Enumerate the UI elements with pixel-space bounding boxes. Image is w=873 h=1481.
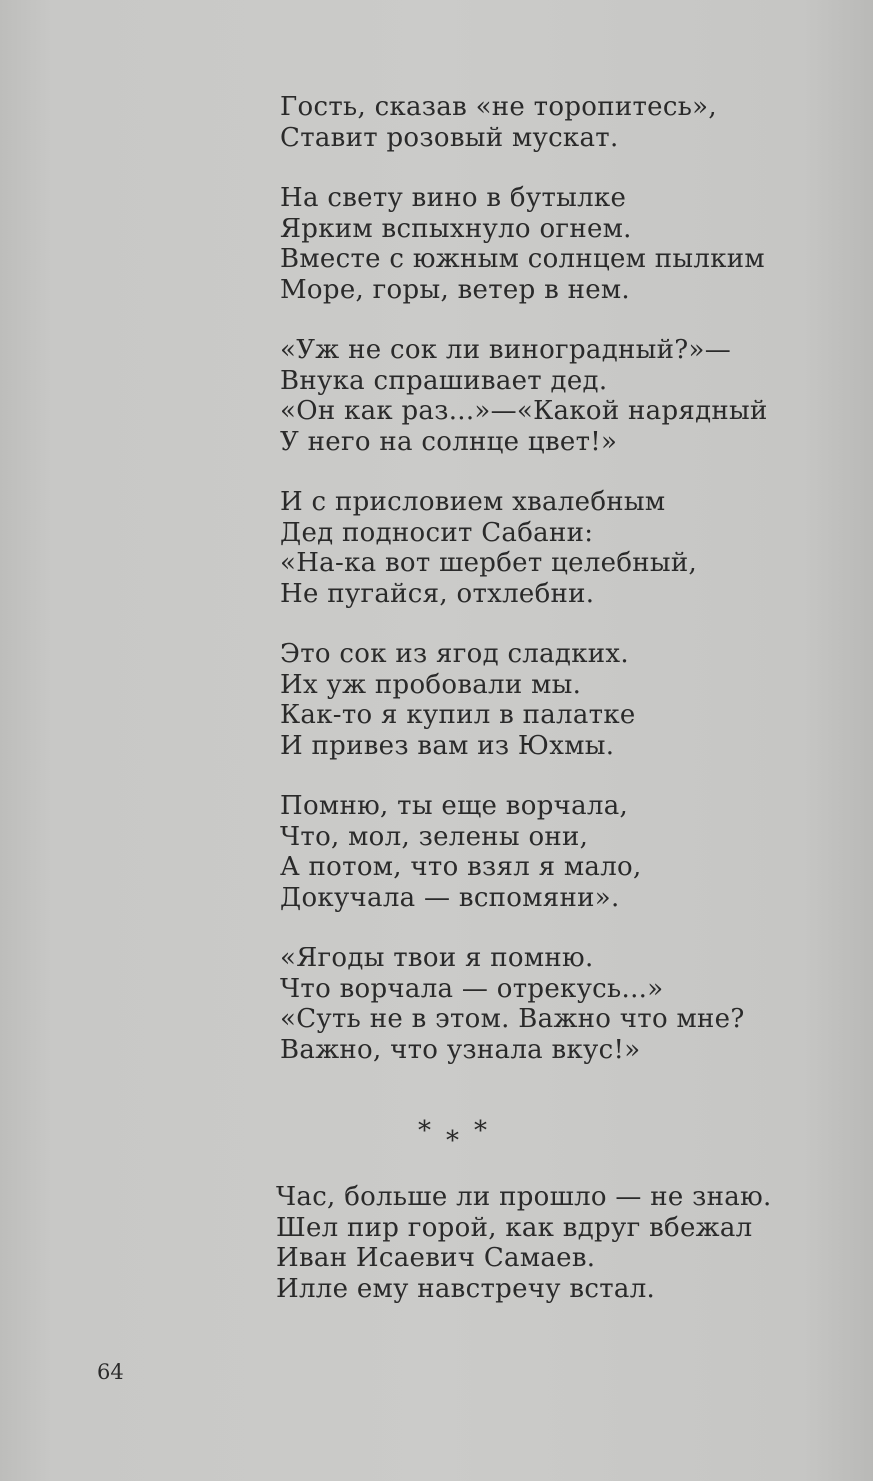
stanza xyxy=(280,92,820,153)
asterisk-icon: * xyxy=(418,1116,431,1146)
poem-line: Вместе с южным солнцем пылким xyxy=(280,244,765,274)
poem-line: Илле ему навстречу встал. xyxy=(276,1273,656,1304)
poem-line: Гость, сказав «не торопитесь», xyxy=(280,92,717,122)
page-number: 64 xyxy=(97,1360,124,1384)
stanza xyxy=(280,487,820,609)
poem-line: Внука спрашивает дед. xyxy=(280,365,608,396)
poem-line: Шел пир горой, как вдруг вбежал xyxy=(276,1212,753,1243)
poem-line: Что ворчала — отрекусь...» xyxy=(280,973,664,1004)
asterisk-icon: * xyxy=(446,1126,459,1156)
poem-line: «Суть не в этом. Важно что мне? xyxy=(280,1004,745,1034)
poem-line: Что, мол, зелены они, xyxy=(280,821,589,852)
poem-line: Море, горы, ветер в нем. xyxy=(280,274,630,305)
poem-line: Их уж пробовали мы. xyxy=(280,669,582,700)
poem-line: «Он как раз...»—«Какой нарядный xyxy=(280,396,768,426)
stanza xyxy=(280,943,820,1065)
poem-line: Час, больше ли прошло — не знаю. xyxy=(276,1182,772,1212)
poem-line: Докучала — вспомяни». xyxy=(280,882,620,913)
stanza xyxy=(280,791,820,913)
poem-line: Важно, что узнала вкус!» xyxy=(280,1034,641,1065)
poem-line: «Ягоды твои я помню. xyxy=(280,943,594,973)
poem-line: На свету вино в бутылке xyxy=(280,183,627,213)
poem-line: Ставит розовый мускат. xyxy=(280,122,619,153)
stanza xyxy=(280,183,820,305)
poem-line: И привез вам из Юхмы. xyxy=(280,730,615,761)
poem-line: Как-то я купил в палатке xyxy=(280,700,636,730)
poem-body xyxy=(280,92,820,1095)
section-separator xyxy=(418,1118,498,1158)
poem-line: Помню, ты еще ворчала, xyxy=(280,791,629,821)
final-stanza xyxy=(276,1182,836,1304)
poem-line: «Уж не сок ли виноградный?»— xyxy=(280,335,732,365)
poem-line: И с присловием хвалебным xyxy=(280,487,666,517)
poem-line: Дед подносит Сабани: xyxy=(280,517,594,548)
asterisk-icon: * xyxy=(474,1116,487,1146)
poem-line: Это сок из ягод сладких. xyxy=(280,639,629,669)
poem-line: Ярким вспыхнуло огнем. xyxy=(280,213,632,244)
poem-line: «На-ка вот шербет целебный, xyxy=(280,548,698,578)
poem-line: Иван Исаевич Самаев. xyxy=(276,1243,596,1273)
poem-line: Не пугайся, отхлебни. xyxy=(280,578,595,609)
poem-line: А потом, что взял я мало, xyxy=(280,852,642,882)
stanza xyxy=(280,639,820,761)
stanza xyxy=(280,335,820,457)
poem-line: У него на солнце цвет!» xyxy=(280,426,618,457)
